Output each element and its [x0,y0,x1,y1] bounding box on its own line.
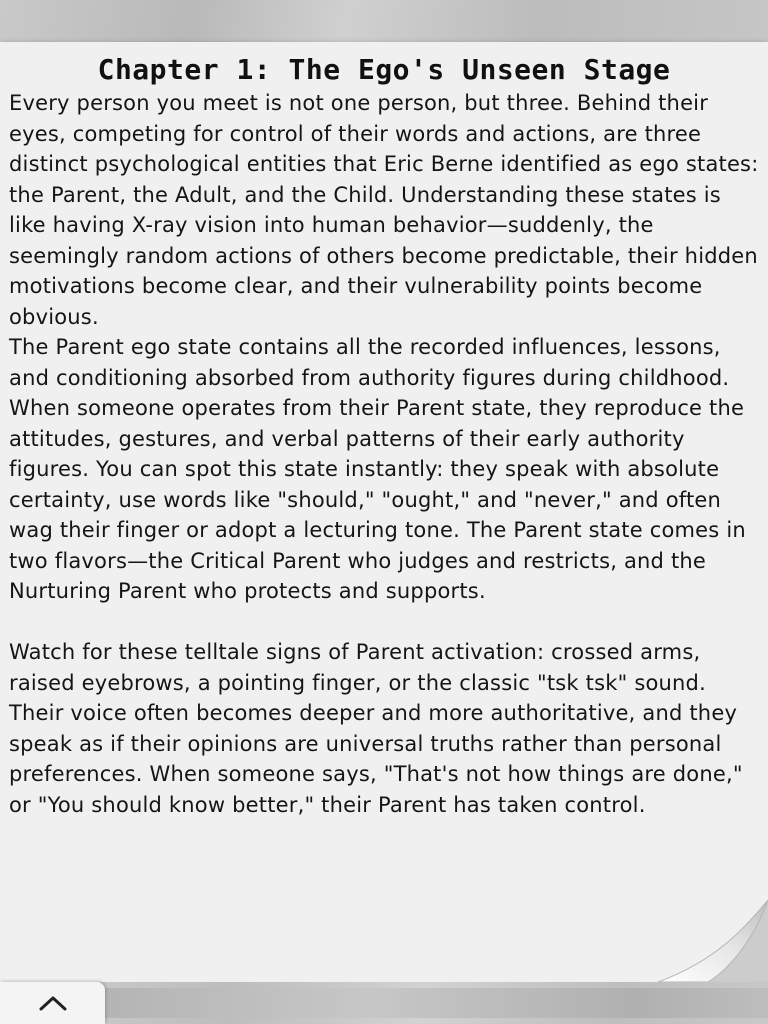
bottom-bar [0,982,768,1024]
top-bar [0,0,768,42]
paragraph-3: Watch for these telltale signs of Parent activation: crossed arms, raised eyebrows, a pointing finger, or the classic "tsk tsk" sound. Their voice often becomes deeper and more authoritative, and they speak as if their opinions are universal truths rather than personal preferences. When someone says, "That's not how things are done," or "You should know better," their Parent has taken control. [9,640,743,817]
chevron-up-icon [38,994,68,1012]
scroll-up-button[interactable] [0,982,105,1024]
chapter-title: Chapter 1: The Ego's Unseen Stage [97,53,671,86]
chapter-body [0,88,768,820]
paragraph-1: Every person you meet is not one person, but three. Behind their eyes, competing for control of their words and actions, are three distinct psychological entities that Eric Berne identified as ego states: the Parent, the Adult, and the Child. Understanding these states is like having X-ray vision into human behavior—suddenly, the seemingly random actions of others become predictable, their hidden motivations become clear, and their vulnerability points become obvious. [9,91,759,329]
bottom-bar-track [105,988,768,1018]
page-curl-icon[interactable] [658,900,768,982]
paragraph-2: The Parent ego state contains all the recorded influences, lessons, and conditioning absorbed from authority figures during childhood. When someone operates from their Parent state, they reproduce the attitudes, gestures, and verbal patterns of their early authority figures. You can spot this state instantly: they speak with absolute certainty, use words like "should," "ought," and "never," and often wag their finger or adopt a lecturing tone. The Parent state comes in two flavors—the Critical Parent who judges and restricts, and the Nurturing Parent who protects and supports. [9,335,746,603]
book-page[interactable] [0,42,768,982]
